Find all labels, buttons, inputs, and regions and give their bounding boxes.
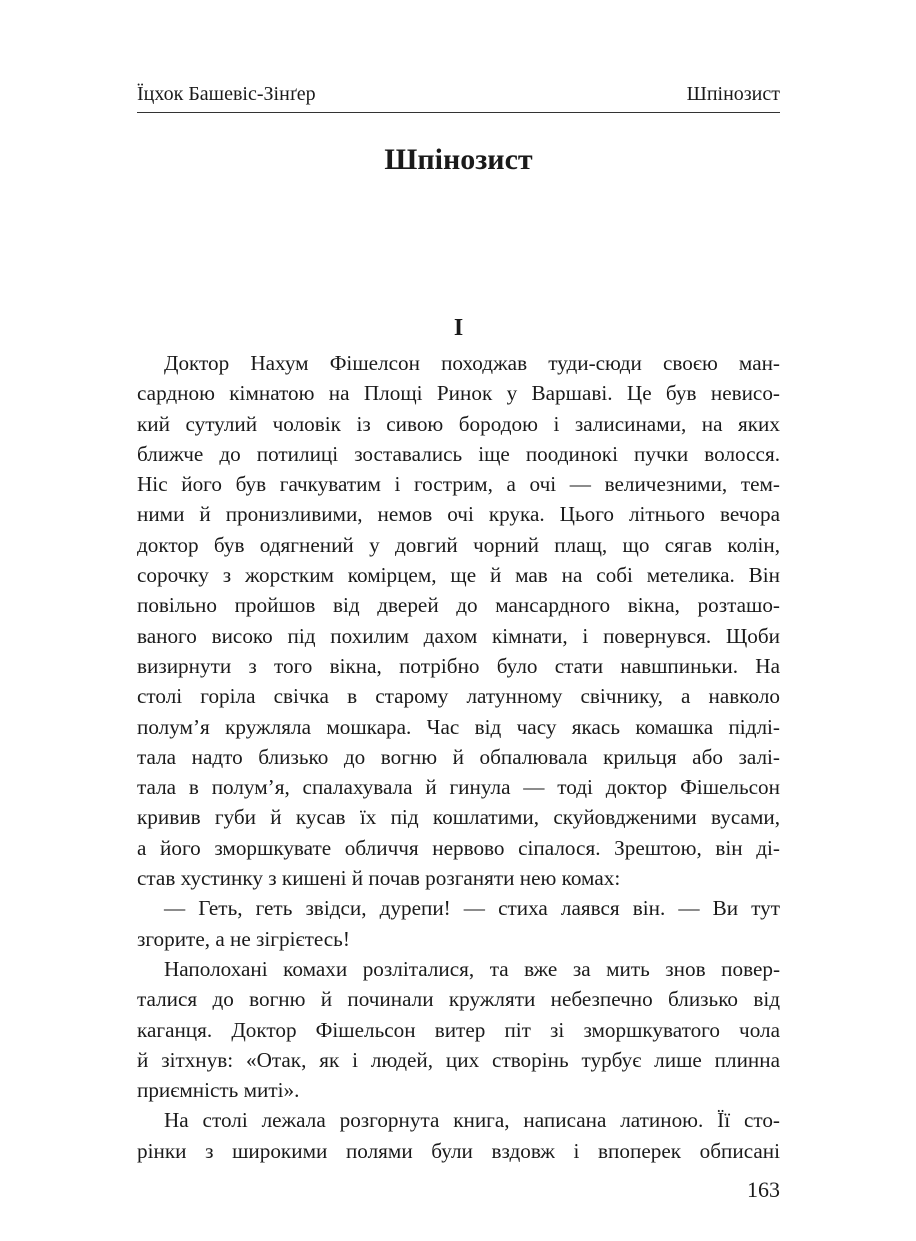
text-line: Ніс його був гачкуватим і гострим, а очі — величезними, тем- [137,472,780,497]
text-line: повільно пройшов від дверей до мансардного вікна, розташо- [137,593,780,618]
text-line: Наполохані комахи розліталися, та вже за мить знов повер- [164,956,780,981]
text-line: полум’я кружляла мошкара. Час від часу якась комашка підлі- [137,714,780,739]
text-line: приємність миті». [137,1078,300,1103]
paragraph [137,954,780,1105]
chapter-title: Шпінозист [384,143,533,176]
text-line: став хустинку з кишені й почав розганяти нею комах: [137,866,621,891]
text-line: визирнути з того вікна, потрібно було стати навшпиньки. На [137,653,780,678]
text-line: рінки з широкими полями були вздовж і впоперек обписані [137,1138,780,1163]
text-line: тала в полум’я, спалахувала й гинула — тоді доктор Фішельсон [137,775,780,800]
running-head-title: Шпінозист [686,83,780,105]
text-line: ваного високо під похилим дахом кімнати, і повернувся. Щоби [137,623,780,648]
text-line: столі горіла свічка в старому латунному свічнику, а навколо [137,684,780,709]
body-text [137,348,780,1166]
header-rule [137,112,780,113]
text-line: сорочку з жорстким комірцем, ще й мав на собі метелика. Він [137,563,780,588]
page-number: 163 [747,1177,780,1202]
text-line: — Геть, геть звідси, дурепи! — стиха лаявся він. — Ви тут [164,896,780,921]
text-line: тала надто близько до вогню й обпалювала крильця або залі- [137,744,780,769]
text-line: й зітхнув: «Отак, як і людей, цих створінь турбує лише плинна [137,1047,780,1072]
text-line: Доктор Нахум Фішелсон походжав туди-сюди своєю ман- [164,351,780,375]
text-line: ними й пронизливими, немов очі крука. Цього літнього вечора [137,502,780,527]
text-line: доктор був одягнений у довгий чорний плащ, що сягав колін, [137,532,780,557]
paragraph [137,348,780,893]
running-head-author: Їцхок Башевіс-Зінґер [137,83,316,105]
text-line: згорите, а не зігрієтесь! [137,926,350,951]
paragraph [137,893,780,954]
text-line: каганця. Доктор Фішельсон витер піт зі зморшкуватого чола [137,1017,780,1042]
section-number: I [453,315,464,341]
text-line: а його зморшкувате обличчя нервово сіпалося. Зрештою, він ді- [137,835,780,860]
text-line: ближче до потилиці зоставались іще поодинокі пучки волосся. [137,441,780,466]
text-line: талися до вогню й починали кружляти небезпечно близько від [137,987,780,1012]
text-line: На столі лежала розгорнута книга, написана латиною. Її сто- [164,1108,780,1133]
running-head [137,80,780,108]
text-line: кривив губи й кусав їх під кошлатими, скуйовдженими вусами, [137,805,780,830]
text-line: кий сутулий чоловік із сивою бородою і залисинами, на яких [137,411,780,436]
text-line: сардною кімнатою на Площі Ринок у Варшаві. Це був невисо- [137,381,780,406]
paragraph [137,1105,780,1166]
